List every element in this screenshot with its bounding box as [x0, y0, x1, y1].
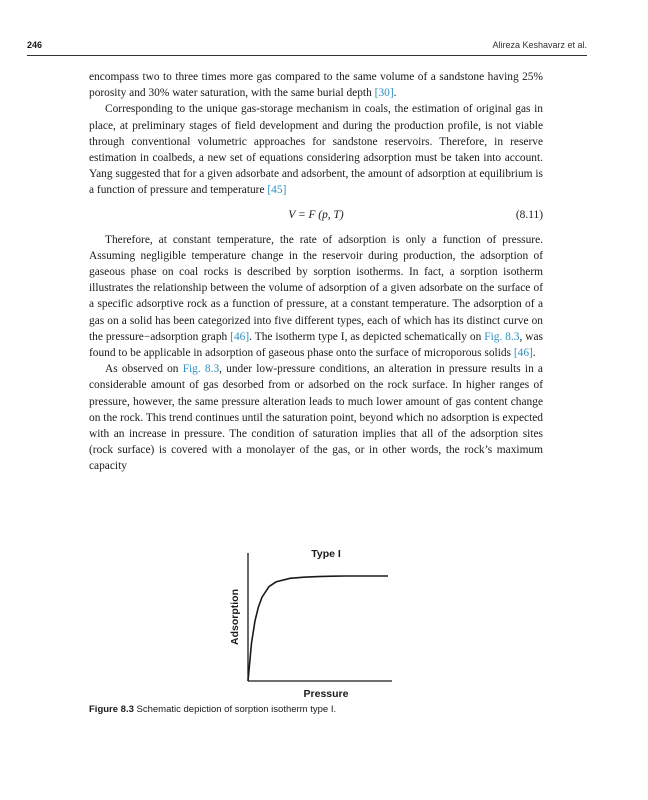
paragraph-1: encompass two to three times more gas compared to the same volume of a sandstone having 25% porosity and 30% water saturation, with the same burial depth [30].	[89, 71, 543, 100]
equation-expression: V = F (p, T)	[288, 208, 344, 221]
figure-link[interactable]: Fig. 8.3	[182, 363, 220, 376]
page-header	[27, 40, 587, 54]
x-axis-label: Pressure	[303, 688, 349, 700]
isotherm-curve	[248, 576, 388, 681]
caption-text: Schematic depiction of sorption isotherm type I.	[133, 704, 337, 715]
header-rule	[27, 55, 587, 56]
running-head: Alireza Keshavarz et al.	[492, 40, 587, 50]
isotherm-chart	[225, 545, 395, 705]
reference-link[interactable]: [46]	[230, 330, 250, 343]
reference-link[interactable]: [30]	[374, 87, 394, 100]
equation-number: (8.11)	[515, 208, 543, 221]
figure-8-3	[225, 545, 395, 705]
caption-label: Figure 8.3	[89, 704, 134, 715]
y-axis-label: Adsorption	[229, 589, 241, 645]
reference-link[interactable]: [45]	[267, 184, 287, 197]
reference-link[interactable]: [46]	[513, 347, 533, 360]
figure-link[interactable]: Fig. 8.3	[484, 330, 520, 343]
body-text	[89, 69, 543, 475]
paragraph-3: Therefore, at constant temperature, the rate of adsorption is only a function of pressure. Assuming negligible temperature change in the reservoir during production, the adsorption of gaseous phase on coal rocks is described by sorption isotherms. In fact, a sorption isotherm illustrates the relationship between the volume of adsorption of a given adsorbate on the surface of a specific adsorptive rock as a function of pressure, at a constant temperature. The adsorption of a gas on a solid has been categorized into five different types, each of which has its distinct curve on the pressure−adsorption graph [46]. The isotherm type I, as depicted schematically on Fig. 8.3, was found to be applicable in adsorption of gaseous phase onto the surface of microporous solids [46].	[89, 233, 543, 360]
paragraph-4: As observed on Fig. 8.3, under low-pressure conditions, an alteration in pressure results in a considerable amount of gas desorbed from or adsorbed on the rock surface. In higher ranges of pressure, however, the same pressure alteration leads to much lower amount of gas content change on the rock. This trend continues until the saturation point, beyond which no adsorption is expected with an increase in pressure. The condition of saturation implies that all of the adsorption sites (rock surface) is covered with a monolayer of the gas, or in other words, the rock’s maximum capacity	[89, 363, 543, 473]
page-number: 246	[27, 40, 43, 50]
figure-caption	[89, 704, 549, 715]
paragraph-2: Corresponding to the unique gas-storage mechanism in coals, the estimation of original gas in place, at preliminary stages of field development and during the production profile, is not viable through conventional volumetric approaches for sandstone reservoirs. Therefore, in reserve estimation in coalbeds, a new set of equations considering adsorption must be taken into account. Yang suggested that for a given adsorbate and adsorbent, the amount of adsorption at equilibrium is a function of pressure and temperature [45]	[89, 103, 543, 197]
chart-title: Type I	[311, 548, 341, 560]
equation-8-11	[89, 200, 543, 230]
